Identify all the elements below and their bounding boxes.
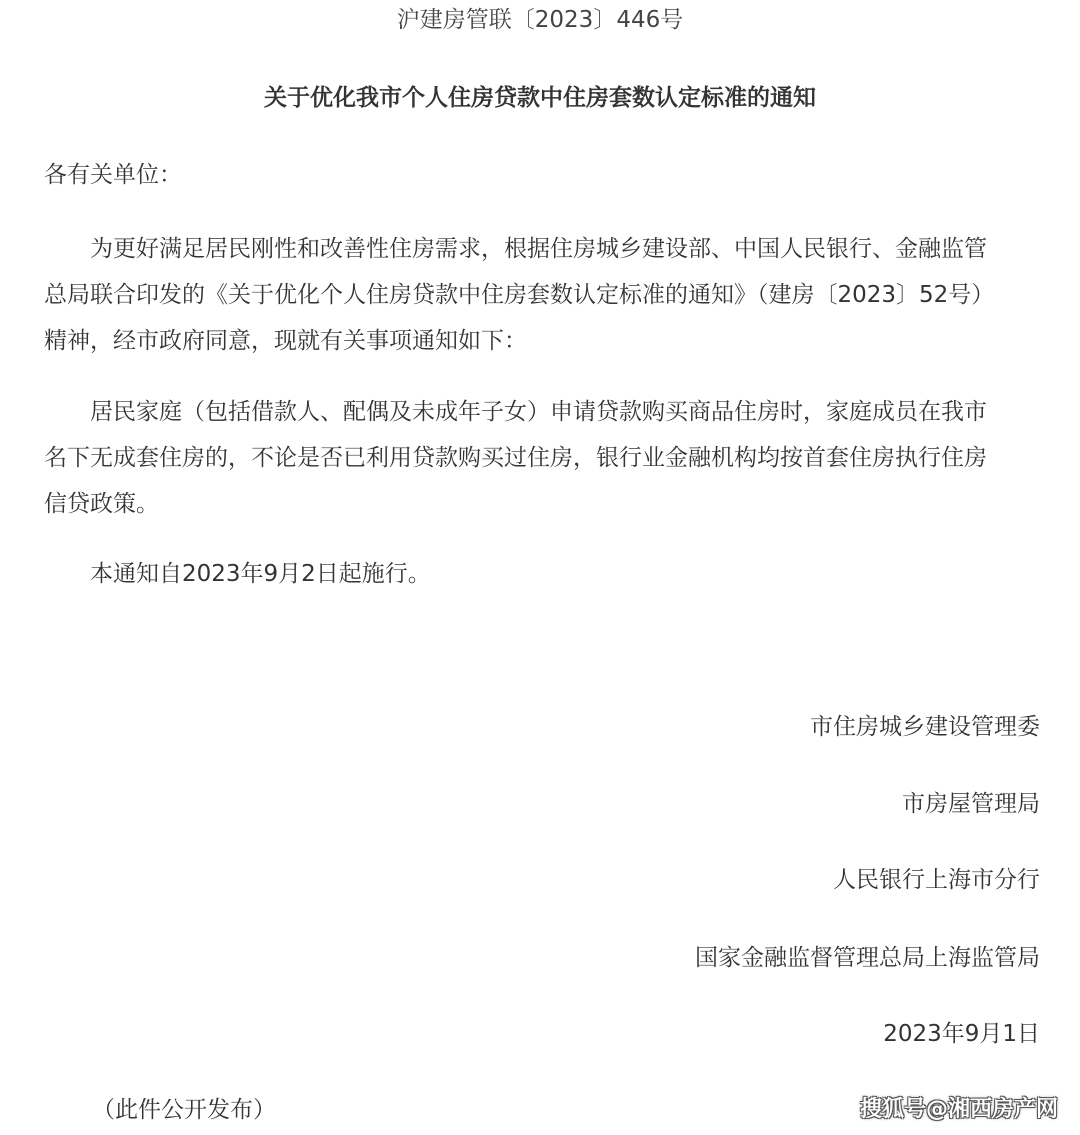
signatory-pboc-shanghai: 人民银行上海市分行 bbox=[833, 867, 1040, 893]
body-paragraph-1 bbox=[44, 226, 1036, 364]
paragraph-line: 为更好满足居民刚性和改善性住房需求，根据住房城乡建设部、中国人民银行、金融监管 bbox=[90, 236, 987, 262]
watermark: 搜狐号@湘西房产网 bbox=[859, 1097, 1058, 1122]
signatory-housing-bureau: 市房屋管理局 bbox=[902, 791, 1040, 817]
signatory-housing-committee: 市住房城乡建设管理委 bbox=[810, 714, 1040, 740]
body-paragraph-2 bbox=[44, 389, 1036, 527]
paragraph-line: 总局联合印发的《关于优化个人住房贷款中住房套数认定标准的通知》（建房〔2023〕52号） bbox=[44, 282, 995, 308]
paragraph-line: 居民家庭（包括借款人、配偶及未成年子女）申请贷款购买商品住房时，家庭成员在我市 bbox=[90, 399, 987, 425]
doc-title: 关于优化我市个人住房贷款中住房套数认定标准的通知 bbox=[264, 85, 816, 111]
doc-number: 沪建房管联〔2023〕446号 bbox=[396, 7, 684, 33]
publish-note: （此件公开发布） bbox=[92, 1097, 276, 1123]
body-paragraph-3 bbox=[44, 551, 1036, 597]
signatory-nfra-shanghai: 国家金融监督管理总局上海监管局 bbox=[695, 945, 1040, 971]
paragraph-line: 精神，经市政府同意，现就有关事项通知如下： bbox=[44, 328, 527, 354]
signing-date: 2023年9月1日 bbox=[883, 1021, 1040, 1047]
paragraph-line: 本通知自2023年9月2日起施行。 bbox=[90, 561, 431, 587]
paragraph-line: 信贷政策。 bbox=[44, 491, 159, 517]
salutation: 各有关单位： bbox=[44, 162, 182, 188]
paragraph-line: 名下无成套住房的，不论是否已利用贷款购买过住房，银行业金融机构均按首套住房执行住房 bbox=[44, 445, 987, 471]
